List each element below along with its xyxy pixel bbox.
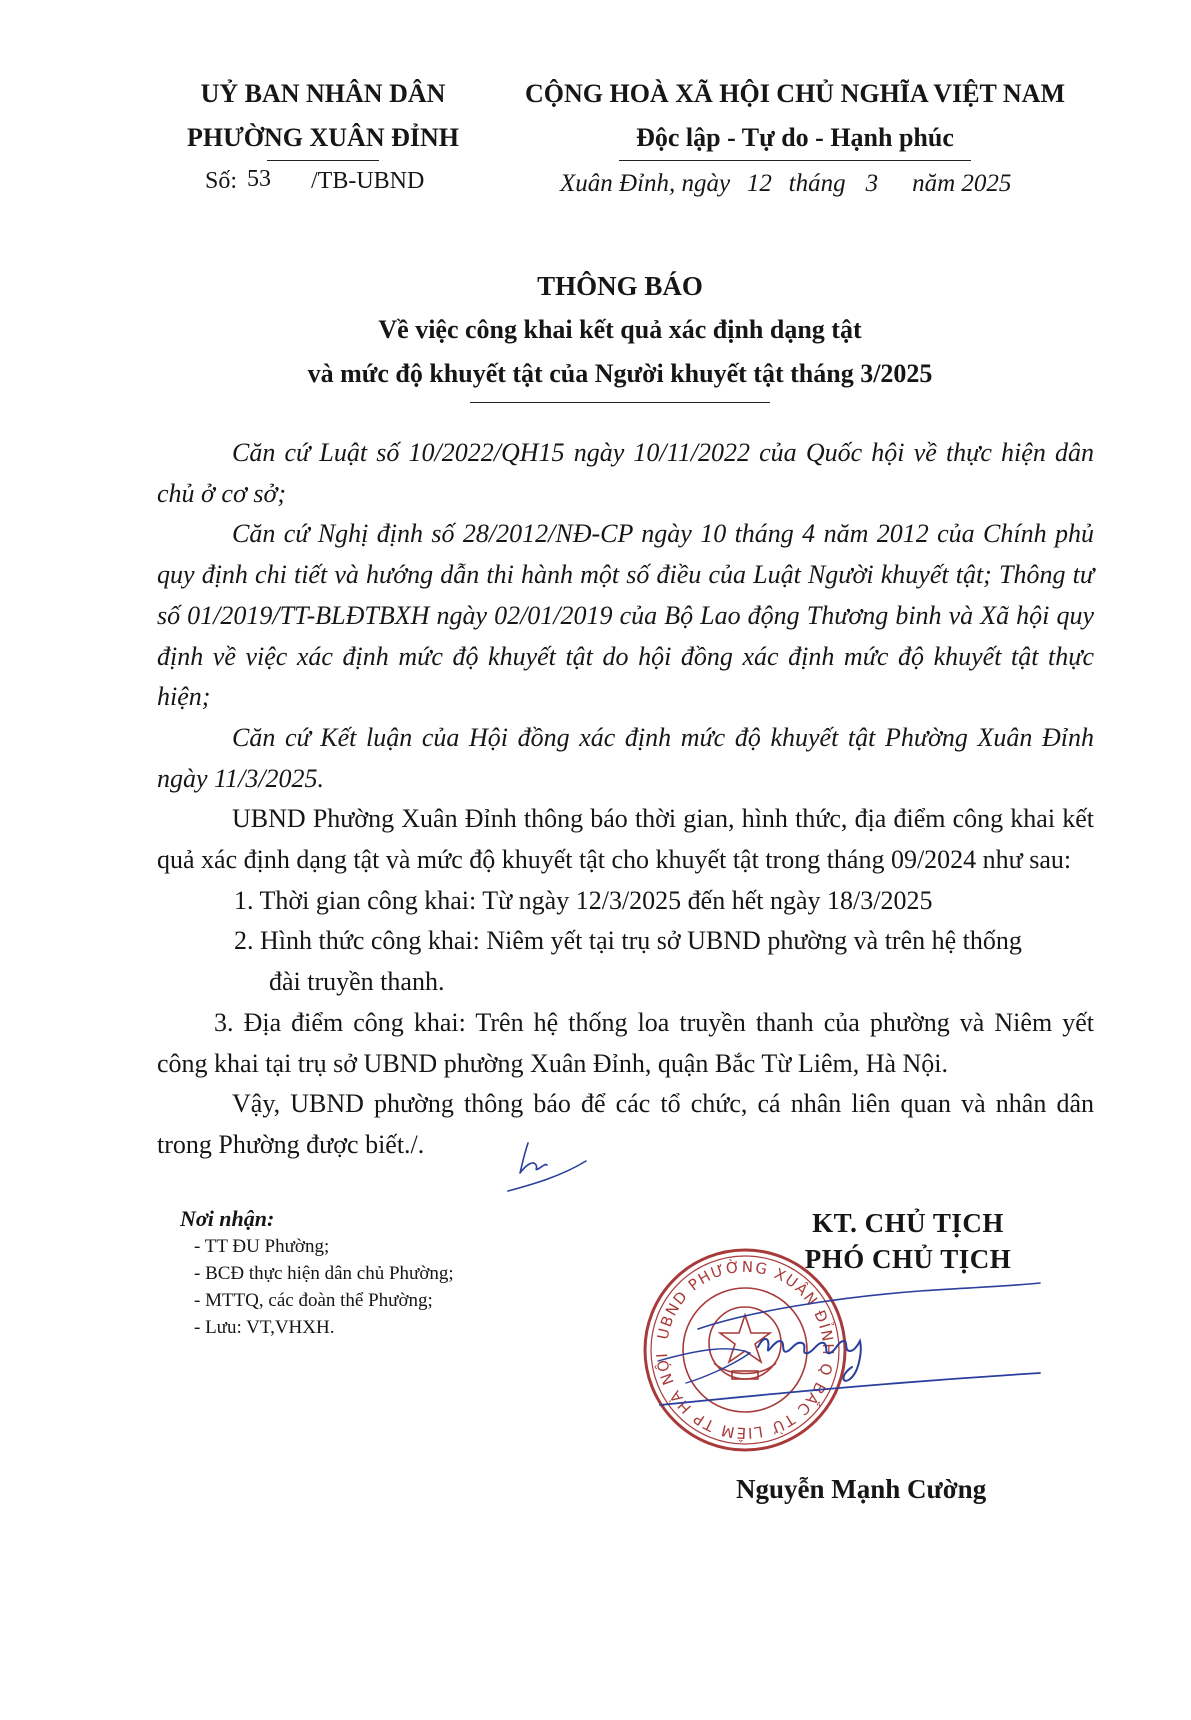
- intro-paragraph: UBND Phường Xuân Đỉnh thông báo thời gian, hình thức, địa điểm công khai kết quả xác định dạng tật và mức độ khuyết tật cho khuyết tật trong tháng 09/2024 như sau:: [157, 804, 1094, 875]
- title-line-2: Về việc công khai kết quả xác định dạng tật: [378, 315, 862, 344]
- list-item-3: 3. Địa điểm công khai: Trên hệ thống loa truyền thanh của phường và Niêm yết công khai tại trụ sở UBND phường Xuân Đỉnh, quận Bắc Từ Liêm, Hà Nội.: [157, 1007, 1094, 1078]
- recipients-title: Nơi nhận:: [180, 1206, 275, 1231]
- list-item-2-line-1: 2. Hình thức công khai: Niêm yết tại trụ sở UBND phường và trên hệ thống: [234, 926, 1022, 956]
- list-item-1: 1. Thời gian công khai: Từ ngày 12/3/2025 đến hết ngày 18/3/2025: [234, 885, 933, 915]
- signer-title-1: KT. CHỦ TỊCH: [812, 1208, 1004, 1238]
- recipients-list: [176, 1233, 454, 1341]
- legal-basis-1: Căn cứ Luật số 10/2022/QH15 ngày 10/11/2022 của Quốc hội về thực hiện dân chủ ở cơ sở;: [157, 438, 1094, 508]
- recipient-item: - BCĐ thực hiện dân chủ Phường;: [194, 1263, 454, 1284]
- issuing-authority: [160, 72, 486, 161]
- date-day: 12: [746, 170, 772, 197]
- date-place: Xuân Đỉnh,: [560, 170, 676, 197]
- list-item-2: [157, 921, 1094, 1002]
- signer-title-2: PHÓ CHỦ TỊCH: [804, 1244, 1012, 1274]
- nation-line-1: CỘNG HOÀ XÃ HỘI CHỦ NGHĨA VIỆT NAM: [524, 79, 1066, 108]
- org-line-2: PHƯỜNG XUÂN ĐỈNH: [186, 123, 460, 152]
- doc-no-prefix: Số:: [205, 168, 238, 194]
- document-date: [560, 170, 1011, 198]
- notice-title: [150, 264, 1090, 403]
- notice-body: [157, 433, 1094, 1166]
- date-month-label: tháng: [788, 170, 846, 197]
- date-day-label: ngày: [681, 170, 731, 197]
- recipient-item: - MTTQ, các đoàn thể Phường;: [194, 1290, 433, 1311]
- signature-scribble: [640, 1275, 1060, 1425]
- title-line-3: và mức độ khuyết tật của Người khuyết tật tháng 3/2025: [307, 359, 933, 388]
- closing-paragraph: [157, 1084, 1094, 1165]
- document-number: [205, 168, 424, 195]
- org-underline: [267, 160, 379, 161]
- list-item-2-line-2: đài truyền thanh.: [269, 967, 445, 997]
- recipients-block: [176, 1205, 454, 1341]
- recipient-item: - Lưu: VT,VHXH.: [194, 1317, 335, 1338]
- title-underline: [470, 402, 770, 403]
- legal-basis-2: Căn cứ Nghị định số 28/2012/NĐ-CP ngày 10 tháng 4 năm 2012 của Chính phủ quy định chi tiết và hướng dẫn thi hành một số điều của Luật Người khuyết tật; Thông tư số 01/2019/TT-BLĐTBXH ngày 02/01/2019 của Bộ Lao động Thương binh và Xã hội quy định về việc xác định mức độ khuyết tật do hội đồng xác định mức độ khuyết tật thực hiện;: [157, 519, 1094, 712]
- seal-ring-text: UBND PHƯỜNG XUÂN ĐỈNH Q BẮC TỪ LIÊM TP HÀ NỘI: [652, 1257, 838, 1443]
- recipient-item: - TT ĐU Phường;: [194, 1236, 330, 1257]
- org-line-1: UỶ BAN NHÂN DÂN: [200, 79, 446, 108]
- title-line-1: THÔNG BÁO: [537, 271, 703, 301]
- doc-no-value: 53: [247, 166, 272, 192]
- date-month: 3: [865, 170, 879, 197]
- doc-no-suffix: /TB-UBND: [311, 168, 425, 194]
- nation-line-2: Độc lập - Tự do - Hạnh phúc: [636, 123, 954, 152]
- motto-underline: [619, 160, 971, 161]
- national-motto: [500, 72, 1090, 161]
- closing-text: Vậy, UBND phường thông báo để các tổ chức, cá nhân liên quan và nhân dân trong Phường được biết./.: [157, 1089, 1094, 1159]
- signer-name: Nguyễn Mạnh Cường: [736, 1474, 987, 1504]
- initials-mark: [500, 1135, 590, 1197]
- date-year: năm 2025: [912, 170, 1012, 197]
- legal-basis-3: Căn cứ Kết luận của Hội đồng xác định mức độ khuyết tật Phường Xuân Đỉnh ngày 11/3/2025.: [157, 722, 1094, 793]
